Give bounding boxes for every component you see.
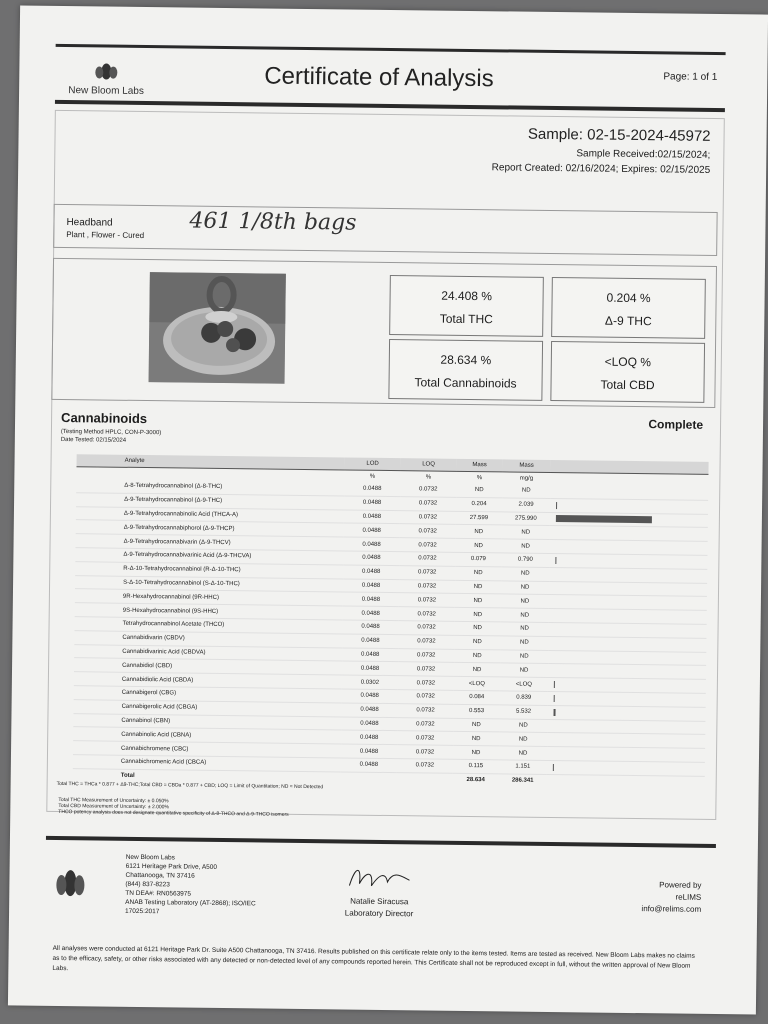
address-line: New Bloom Labs — [125, 853, 175, 862]
analyte-lod: 0.0488 — [344, 482, 400, 496]
sample-id: Sample: 02-15-2024-45972 — [527, 125, 711, 145]
formula-legend: Total THC = THCa * 0.877 + Δ9-THC;Total CBD = CBDa * 0.877 + CBD; LOQ = Limit of Quantitation; ND = Not Detected — [56, 780, 324, 791]
signature-image — [329, 861, 429, 892]
analyte-name: Δ-9-Tetrahydrocannabivarin (Δ-9-THCV) — [76, 534, 344, 551]
analyte-name: R-Δ-10-Tetrahydrocannabinol (R-Δ-10-THC) — [75, 561, 343, 578]
analyte-lod: 0.0488 — [341, 730, 397, 744]
disclaimer: All analyses were conducted at 6121 Heritage Park Dr. Suite A500 Chattanooga, TN 37416. Results published on this certificate relate only to the items tested. Items are tested as received. New Bloom Labs makes no claims as to the efficacy, safety, or other risks associated with any detected or non-detected level of any compounds reported herein. This Certificate shall not be reproduced except in full, without the written approval of New Bloom Labs. — [52, 944, 695, 973]
analyte-name: Cannabidivarinic Acid (CBDVA) — [74, 644, 342, 661]
d9-thc-value: 0.204 % — [606, 290, 651, 306]
analyte-mass-pct: ND — [454, 663, 500, 677]
address-line: Chattanooga, TN 37416 — [125, 871, 195, 880]
analyte-loq: 0.0732 — [400, 483, 456, 497]
analyte-lod: 0.0488 — [343, 551, 399, 565]
thco-note: THCO potency analysis does not designate quantitative specificity of Δ-8-THCO and Δ-9-THCO isomers — [58, 808, 289, 818]
total-thc-value: 24.408 % — [441, 288, 493, 304]
analyte-name: Cannabinolic Acid (CBNA) — [73, 727, 341, 744]
analyte-name: Cannabichromenic Acid (CBCA) — [73, 755, 341, 772]
analyte-mass-mgg: <LOQ — [500, 677, 548, 691]
analyte-mass-pct: 0.553 — [453, 704, 499, 718]
sample-photo — [149, 272, 286, 384]
analyte-rows — [73, 479, 709, 789]
analyte-loq: 0.0732 — [400, 524, 456, 538]
analyte-loq: 0.0732 — [399, 565, 455, 579]
total-thc-card — [389, 275, 544, 337]
analyte-bar — [555, 557, 556, 564]
lab-name: New Bloom Labs — [68, 85, 144, 97]
analyte-loq: 0.0732 — [397, 759, 453, 773]
analyte-mass-pct: <LOQ — [454, 676, 500, 690]
total-empty — [547, 774, 705, 789]
analyte-loq: 0.0732 — [399, 552, 455, 566]
analyte-name: Δ-8-Tetrahydrocannabinol (Δ-8-THC) — [76, 479, 344, 496]
total-cbd-label: Total CBD — [600, 377, 655, 393]
analyte-mass-mgg: 2.039 — [502, 498, 550, 512]
powered-by — [641, 879, 701, 916]
analyte-lod: 0.0488 — [342, 634, 398, 648]
analyte-mass-mgg: ND — [500, 636, 548, 650]
analyte-mass-mgg: 1.151 — [499, 760, 547, 774]
analyte-lod: 0.0488 — [343, 565, 399, 579]
analyte-mass-mgg: ND — [501, 539, 549, 553]
analyte-lod: 0.0488 — [341, 716, 397, 730]
uncertainty-cbd: Total CBD Measurement of Uncertainty: ± 2.000% — [58, 802, 169, 811]
analyte-lod: 0.0488 — [341, 744, 397, 758]
analyte-name: Cannabidivarin (CBDV) — [74, 630, 342, 647]
analyte-lod: 0.0488 — [343, 606, 399, 620]
total-label: Total — [120, 772, 135, 780]
analyte-mass-mgg: ND — [502, 525, 550, 539]
signer-title: Laboratory Director — [344, 908, 414, 919]
analyte-loq: 0.0732 — [398, 648, 454, 662]
analyte-lod: 0.0488 — [343, 579, 399, 593]
total-mass-pct: 28.634 — [466, 777, 485, 784]
analyte-mass-pct: ND — [453, 732, 499, 746]
analyte-mass-mgg: ND — [502, 484, 550, 498]
analyte-lod: 0.0302 — [342, 675, 398, 689]
total-mass-mgg: 286.341 — [511, 777, 534, 784]
analyte-lod: 0.0488 — [342, 620, 398, 634]
col-mass-pct: Mass — [456, 459, 502, 472]
product-box — [53, 204, 717, 256]
analyte-mass-mgg: 0.790 — [501, 553, 549, 567]
sample-info — [492, 125, 711, 176]
analyte-loq: 0.0732 — [399, 593, 455, 607]
analyte-lod: 0.0488 — [342, 689, 398, 703]
total-cbd-card — [550, 341, 705, 403]
analyte-lod: 0.0488 — [343, 592, 399, 606]
section-status: Complete — [648, 417, 704, 432]
analyte-mass-mgg: ND — [501, 580, 549, 594]
analyte-table — [73, 454, 709, 789]
analyte-loq: 0.0732 — [397, 717, 453, 731]
address-line: 6121 Heritage Park Drive, A500 — [125, 862, 218, 871]
analyte-mass-mgg: ND — [500, 649, 548, 663]
analyte-name: 9R-Hexahydrocannabinol (9R-HHC) — [75, 589, 343, 606]
analyte-mass-pct: 0.204 — [456, 497, 502, 511]
address-line: ANAB Testing Laboratory (AT-2868); ISO/IEC — [125, 898, 256, 908]
analyte-mass-pct: ND — [455, 539, 501, 553]
analyte-loq: 0.0732 — [399, 579, 455, 593]
footer-rule — [46, 836, 716, 848]
analyte-lod: 0.0488 — [344, 496, 400, 510]
analyte-loq: 0.0732 — [400, 496, 456, 510]
analyte-loq: 0.0732 — [399, 538, 455, 552]
address-line: TN DEA#: RN0563975 — [125, 889, 192, 898]
analyte-mass-mgg: ND — [501, 594, 549, 608]
total-cannabinoids-card — [388, 339, 543, 401]
bloom-logo-icon — [93, 62, 119, 80]
analyte-lod: 0.0488 — [343, 537, 399, 551]
analyte-name: Tetrahydrocannabinol Acetate (THCO) — [75, 617, 343, 634]
analyte-bar — [556, 516, 652, 524]
analyte-lod: 0.0488 — [344, 523, 400, 537]
address-line: 17025:2017 — [125, 907, 160, 916]
analyte-loq: 0.0732 — [400, 510, 456, 524]
analyte-mass-pct: ND — [453, 745, 499, 759]
analyte-loq: 0.0732 — [398, 621, 454, 635]
analyte-bar — [553, 709, 555, 716]
analyte-mass-mgg: ND — [501, 567, 549, 581]
col-mass-mgg: Mass — [502, 459, 550, 472]
analyte-bar — [556, 502, 557, 509]
analyte-name: Cannabinol (CBN) — [73, 713, 341, 730]
date-tested: Date Tested: 02/15/2024 — [60, 436, 127, 444]
analyte-mass-mgg: 0.839 — [500, 691, 548, 705]
analyte-loq: 0.0732 — [397, 703, 453, 717]
summary-box — [51, 258, 717, 408]
analyte-lod: 0.0488 — [344, 510, 400, 524]
analyte-lod: 0.0488 — [341, 758, 397, 772]
product-type: Plant , Flower - Cured — [66, 230, 145, 241]
total-empty — [341, 772, 397, 786]
analyte-name: Cannabigerol (CBG) — [74, 686, 342, 703]
total-thc-label: Total THC — [439, 311, 493, 327]
address-line: (844) 837-8223 — [125, 880, 170, 889]
analyte-loq: 0.0732 — [398, 690, 454, 704]
analyte-mass-pct: ND — [456, 525, 502, 539]
analyte-mass-pct: ND — [454, 635, 500, 649]
analyte-mass-pct: 27.599 — [456, 511, 502, 525]
analyte-mass-pct: ND — [456, 484, 502, 498]
analyte-mass-mgg: ND — [500, 663, 548, 677]
powered-by-email[interactable]: info@relims.com — [641, 904, 702, 914]
analyte-bar — [554, 681, 555, 688]
product-name: Headband — [66, 217, 113, 229]
analyte-lod: 0.0488 — [342, 661, 398, 675]
section-title: Cannabinoids — [61, 410, 148, 427]
signer-name: Natalie Siracusa — [350, 896, 409, 907]
unit-lod: % — [369, 473, 376, 480]
d9-thc-label: Δ-9 THC — [604, 313, 652, 329]
analyte-name: Cannabidiolic Acid (CBDA) — [74, 672, 342, 689]
unit-mass-pct: % — [476, 475, 483, 482]
analyte-loq: 0.0732 — [398, 662, 454, 676]
analyte-name: Δ-9-Tetrahydrocannabivarinic Acid (Δ-9-THCVA) — [75, 548, 343, 565]
analyte-mass-mgg: ND — [499, 732, 547, 746]
handwritten-note: 461 1/8th bags — [189, 208, 357, 236]
analyte-mass-pct: 0.084 — [454, 690, 500, 704]
analyte-mass-pct: ND — [454, 649, 500, 663]
analyte-loq: 0.0732 — [398, 634, 454, 648]
lab-address — [125, 853, 256, 918]
testing-method — [61, 428, 162, 445]
analyte-name: 9S-Hexahydrocannabinol (9S-HHC) — [75, 603, 343, 620]
document-title: Certificate of Analysis — [264, 62, 494, 93]
sample-dish-image — [149, 272, 286, 384]
analyte-mass-pct: 0.115 — [453, 759, 499, 773]
analyte-mass-mgg: 275.990 — [502, 511, 550, 525]
col-loq: LOQ — [400, 458, 456, 471]
analyte-mass-pct: ND — [454, 621, 500, 635]
analyte-name: Δ-9-Tetrahydrocannabiphorol (Δ-9-THCP) — [76, 520, 344, 537]
analyte-mass-pct: ND — [455, 607, 501, 621]
certificate-page — [8, 5, 768, 1014]
sample-received: Sample Received:02/15/2024; — [576, 148, 711, 161]
analyte-name: Cannabichromene (CBC) — [73, 741, 341, 758]
col-lod: LOD — [344, 457, 400, 470]
signature-block — [329, 861, 430, 918]
unit-mass-mgg: mg/g — [519, 475, 534, 482]
powered-by-label: Powered by — [659, 880, 702, 890]
analyte-name: Cannabigerolic Acid (CBGA) — [73, 699, 341, 716]
analyte-mass-mgg: ND — [501, 608, 549, 622]
lab-logo — [51, 62, 161, 97]
page-number: Page: 1 of 1 — [663, 71, 718, 83]
uncertainty-notes — [58, 797, 289, 818]
analyte-mass-pct: ND — [455, 594, 501, 608]
analyte-loq: 0.0732 — [398, 676, 454, 690]
analyte-name: S-Δ-10-Tetrahydrocannabinol (S-Δ-10-THC) — [75, 575, 343, 592]
top-rule — [56, 44, 726, 55]
analyte-loq: 0.0732 — [397, 745, 453, 759]
analyte-mass-mgg: ND — [499, 718, 547, 732]
total-empty — [397, 772, 453, 786]
analyte-mass-mgg: ND — [500, 622, 548, 636]
total-cannabinoids-label: Total Cannabinoids — [414, 375, 517, 391]
analyte-mass-mgg: 5.532 — [499, 705, 547, 719]
analyte-name: Cannabidiol (CBD) — [74, 658, 342, 675]
analyte-mass-pct: ND — [453, 718, 499, 732]
uncertainty-thc: Total THC Measurement of Uncertainty: ± 0.050% — [58, 796, 169, 805]
analyte-loq: 0.0732 — [399, 607, 455, 621]
analyte-name: Δ-9-Tetrahydrocannabinol (Δ-9-THC) — [76, 492, 344, 509]
analyte-bar — [554, 695, 555, 702]
analyte-loq: 0.0732 — [397, 731, 453, 745]
total-cannabinoids-value: 28.634 % — [440, 352, 492, 368]
analyte-mass-pct: 0.079 — [455, 552, 501, 566]
powered-by-brand: reLIMS — [675, 892, 702, 902]
analyte-lod: 0.0488 — [342, 648, 398, 662]
footer-logo-icon — [53, 868, 87, 898]
method-text: (Testing Method HPLC, CON-P-3000) — [60, 428, 162, 437]
total-cbd-value: <LOQ % — [604, 354, 652, 370]
analyte-name: Δ-9-Tetrahydrocannabinolic Acid (THCA-A) — [76, 506, 344, 523]
analyte-mass-pct: ND — [455, 566, 501, 580]
d9-thc-card — [551, 277, 706, 339]
report-dates: Report Created: 02/16/2024; Expires: 02/15/2025 — [491, 162, 711, 176]
unit-loq: % — [425, 474, 432, 481]
analyte-mass-mgg: ND — [499, 746, 547, 760]
analyte-bar — [553, 764, 554, 771]
analyte-lod: 0.0488 — [341, 703, 397, 717]
analyte-mass-pct: ND — [455, 580, 501, 594]
col-analyte: Analyte — [77, 454, 345, 470]
